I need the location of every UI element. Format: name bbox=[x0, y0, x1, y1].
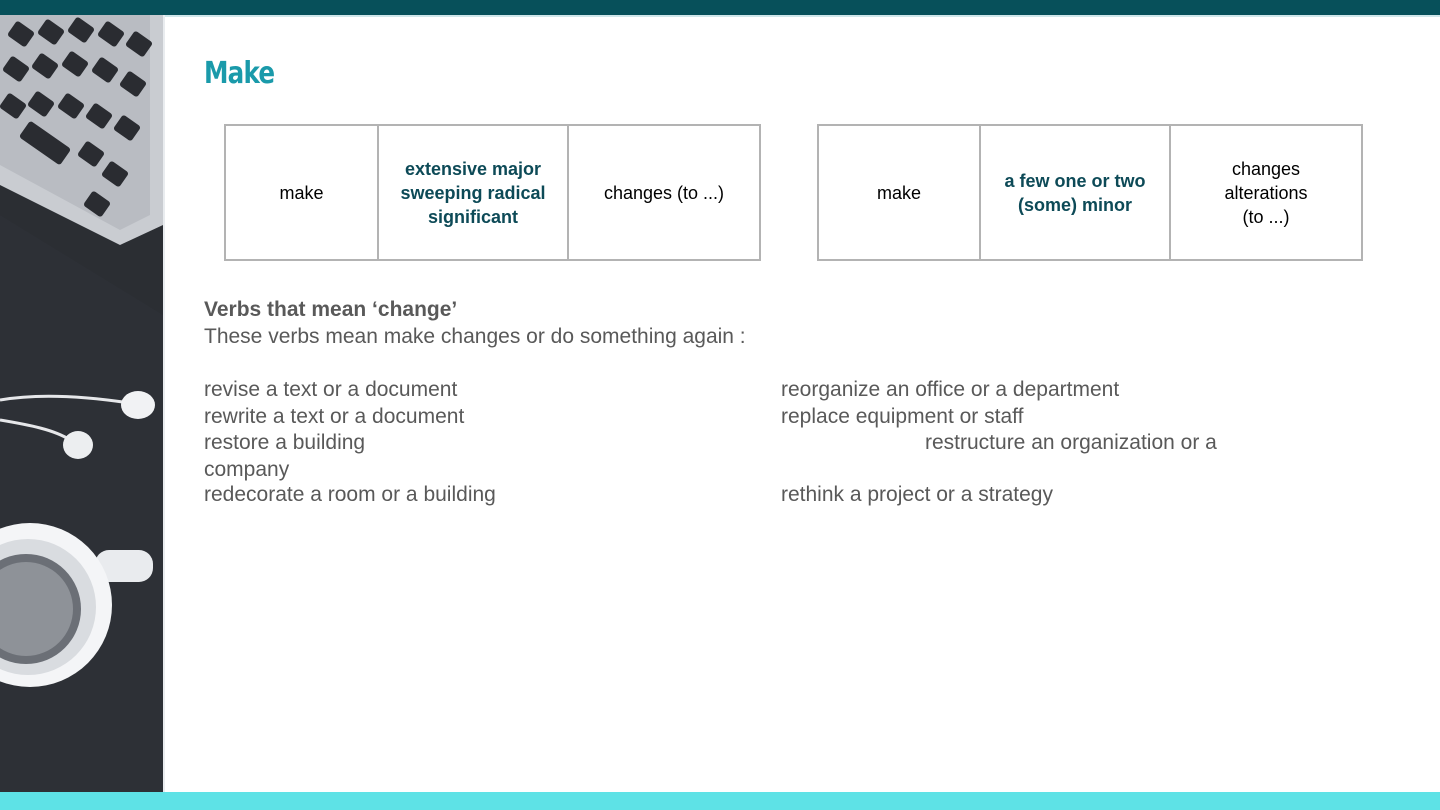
noun-line: changes (to ...) bbox=[603, 182, 725, 203]
verbs-intro: These verbs mean make changes or do something again : bbox=[204, 325, 746, 348]
side-divider bbox=[163, 15, 165, 792]
noun-line: (to ...) bbox=[1242, 206, 1290, 227]
verb-example: restore a building bbox=[204, 431, 366, 454]
verb-label: make bbox=[279, 182, 324, 203]
verb-example: redecorate a room or a building bbox=[204, 483, 496, 506]
adjective-line: (some) minor bbox=[1017, 194, 1132, 215]
verb-example: revise a text or a document bbox=[204, 378, 458, 401]
adjective-line: extensive major bbox=[404, 158, 542, 179]
verb-label: make bbox=[876, 182, 921, 203]
adjectives-cell bbox=[378, 125, 568, 260]
verb-example: rewrite a text or a document bbox=[204, 405, 465, 428]
adjectives-cell bbox=[980, 125, 1170, 260]
noun-line: alterations bbox=[1224, 182, 1308, 203]
verb-example: replace equipment or staff bbox=[781, 405, 1024, 428]
adjective-line: sweeping radical bbox=[400, 182, 546, 203]
noun-line: changes bbox=[1231, 158, 1301, 179]
collocation-table-right bbox=[817, 124, 1363, 261]
top-bar bbox=[0, 0, 1440, 15]
verb-example-continuation: company bbox=[204, 458, 290, 481]
verbs-heading: Verbs that mean ‘change’ bbox=[204, 298, 458, 321]
verb-cell bbox=[225, 125, 378, 260]
collocation-table-left bbox=[224, 124, 761, 261]
slide-title: Make bbox=[204, 56, 275, 91]
noun-cell bbox=[1170, 125, 1362, 260]
side-photo bbox=[0, 15, 163, 792]
verb-example: rethink a project or a strategy bbox=[781, 483, 1053, 506]
adjective-line: significant bbox=[427, 206, 518, 227]
verb-cell bbox=[818, 125, 980, 260]
adjective-line: a few one or two bbox=[1004, 170, 1146, 191]
bottom-bar bbox=[0, 792, 1440, 810]
top-bar-line bbox=[164, 15, 1440, 17]
noun-cell bbox=[568, 125, 760, 260]
verb-example: restructure an organization or a bbox=[925, 431, 1217, 454]
verb-example: reorganize an office or a department bbox=[781, 378, 1120, 401]
